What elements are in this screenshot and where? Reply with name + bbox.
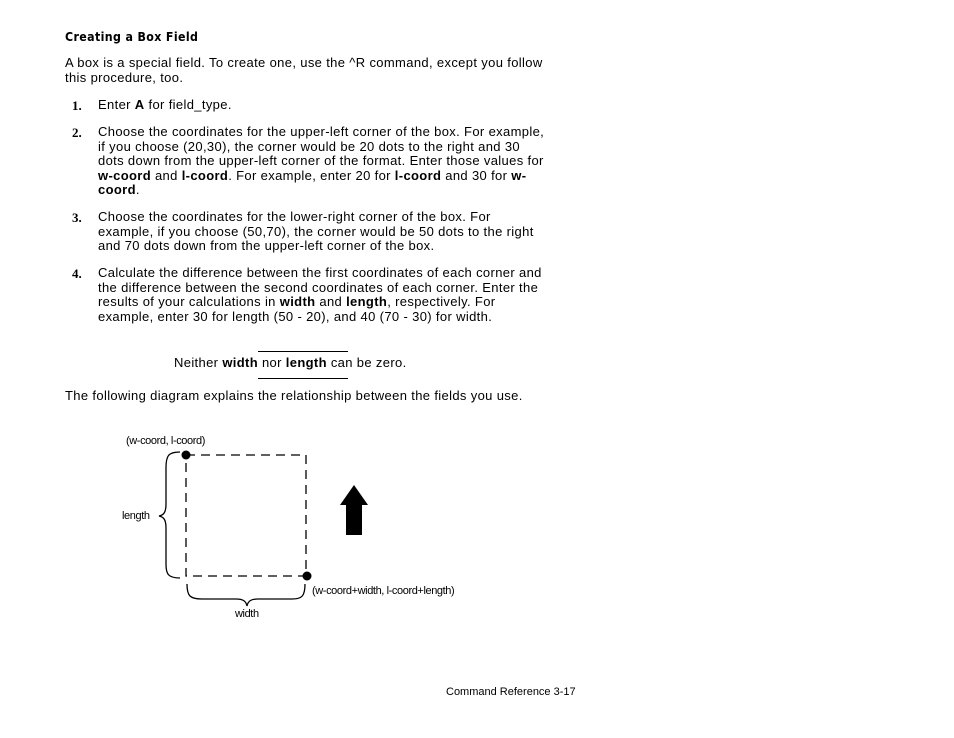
text-run: Enter [98,97,135,112]
box-outline [186,455,306,576]
text-run: nor [258,355,286,370]
step-number: 4. [72,266,82,281]
bold-term: length [285,355,327,370]
text-run: and [315,294,347,310]
bold-term: width [222,355,259,370]
width-brace [187,584,305,606]
width-label: width [235,608,259,620]
intro-paragraph: A box is a special field. To create one, use the ^R command, except you follow this procedure, too. [65,55,543,85]
bold-term: width [279,294,316,310]
text-run: Choose the coordinates for the upper-left corner of the box. For example, if you choose (20,30), the corner would be 20 dots to the right and 30 dots down from the upper-left corner of the format. Enter those values for [98,124,545,169]
bold-term: l-coord [394,167,442,183]
text-run: for field_type. [144,97,232,112]
diagram-intro-paragraph: The following diagram explains the relationship between the fields you use. [65,388,523,403]
text-run: Choose the coordinates for the lower-right corner of the box. For example, if you choose (50,70), the corner would be 50 dots to the right and 70 dots down from the upper-left corner of the box. [98,209,534,254]
text-run: . [135,182,140,198]
text-run: Neither [174,355,223,370]
bold-term: length [346,294,388,310]
top-left-coord-label: (w-coord, l-coord) [126,435,205,447]
page-footer: Command Reference 3-17 [446,686,576,698]
lower-right-corner-dot [303,572,312,581]
bold-term: l-coord [181,167,229,183]
text-run: and [151,167,182,183]
text-run: and 30 for [441,167,512,183]
bold-term: w-coord [98,167,152,183]
text-run: , respectively. For example, enter 30 for length (50 - 20), and 40 (70 - 30) for width. [98,294,496,324]
bold-term: w-coord [98,167,527,198]
text-run: . For example, enter 20 for [228,167,395,183]
step-number: 3. [72,210,82,225]
bottom-right-coord-label: (w-coord+width, l-coord+length) [312,585,455,597]
upper-left-corner-dot [182,451,191,460]
text-run: can be zero. [326,355,407,370]
text-run: Calculate the difference between the first coordinates of each corner and the difference between the second coordinates of each corner. Enter the results of your calculations in [98,265,542,310]
step-number: 1. [72,98,82,113]
bold-term: A [134,97,145,112]
length-label: length [122,510,150,522]
length-brace [159,452,180,578]
section-heading: Creating a Box Field [65,30,199,44]
up-arrow-icon [340,485,368,535]
step-number: 2. [72,125,82,140]
